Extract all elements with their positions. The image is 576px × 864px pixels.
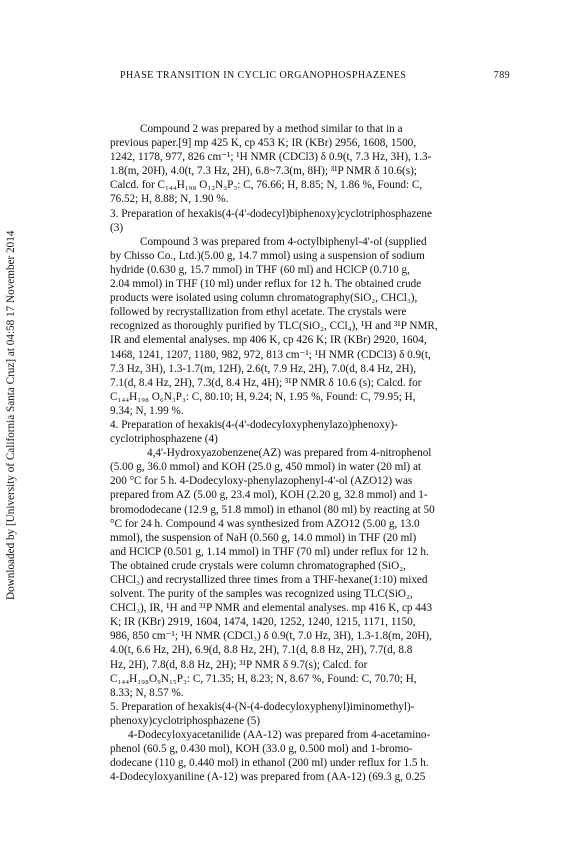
- text-line: (5.00 g, 36.0 mmol) and KOH (25.0 g, 450 mmol) in water (20 ml) at: [110, 461, 422, 474]
- text-line: solvent. The purity of the samples was recognized using TLC(SiO₂,: [110, 588, 413, 601]
- running-header: [120, 70, 510, 86]
- text-line: 1.8(m, 20H), 4.0(t, 7.3 Hz, 2H), 6.8~7.3(m, 8H); ³¹P NMR δ 10.6(s);: [110, 165, 417, 178]
- text-line: 4,4'-Hydroxyazobenzene(AZ) was prepared from 4-nitrophenol: [147, 447, 432, 460]
- text-line: recognized as thoroughly purified by TLC(SiO₂, CCl₄), ¹H and ³¹P NMR,: [110, 320, 438, 333]
- text-line: 1468, 1241, 1207, 1180, 982, 972, 813 cm⁻¹; ¹H NMR (CDCl3) δ 0.9(t,: [110, 348, 431, 361]
- section-heading: (3): [110, 221, 124, 234]
- text-line: IR and elemental analyses. mp 406 K, cp 426 K; IR (KBr) 2920, 1604,: [110, 334, 427, 347]
- text-line: 8.33; N, 8.57 %.: [110, 686, 184, 699]
- text-line: followed by recrystallization from ethyl acetate. The crystals were: [110, 306, 407, 319]
- text-line: 4.0(t, 6.6 Hz, 2H), 6.9(d, 8.8 Hz, 2H), 7.1(d, 8.8 Hz, 2H), 7.7(d, 8.8: [110, 644, 413, 657]
- text-line: °C for 24 h. Compound 4 was synthesized from AZO12 (5.00 g, 13.0: [110, 517, 420, 530]
- text-line: Hz, 2H), 7.8(d, 8.8 Hz, 2H); ³¹P NMR δ 9.7(s); Calcd. for: [110, 658, 368, 671]
- text-line: prepared from AZ (5.00 g, 23.4 mol), KOH (2.20 g, 32.8 mmol) and 1-: [110, 489, 428, 502]
- download-note: Downloaded by [University of California Santa Cruz] at 04:58 17 November 2014: [5, 230, 17, 600]
- section-heading: phenoxy)cyclotriphosphazene (5): [110, 714, 261, 727]
- text-line: by Chisso Co., Ltd.)(5.00 g, 14.7 mmol) using a suspension of sodium: [110, 249, 425, 262]
- text-line: 7.1(d, 8.4 Hz, 2H), 7.3(d, 8.4 Hz, 4H); ³¹P NMR δ 10.6 (s); Calcd. for: [110, 376, 422, 389]
- section-heading: cyclotriphosphazene (4): [110, 433, 218, 446]
- text-line: previous paper.[9] mp 425 K, cp 453 K; IR (KBr) 2956, 1608, 1500,: [110, 137, 417, 150]
- section-heading: 4. Preparation of hexakis(4-(4'-dodecyloxyphenylazo)phenoxy)-: [110, 418, 398, 431]
- text-line: phenol (60.5 g, 0.430 mol), KOH (33.0 g, 0.500 mol) and 1-bromo-: [110, 743, 413, 756]
- text-line: Calcd. for C₁₄₄H₁₉₈ O₁₂N₃P₃: C, 76.66; H, 8.85; N, 1.86 %, Found: C,: [110, 179, 423, 192]
- text-line: bromododecane (12.9 g, 51.8 mmol) in ethanol (80 ml) by reacting at 50: [110, 503, 435, 516]
- text-line: CHCl₃), IR, ¹H and ³¹P NMR and elemental analyses. mp 416 K, cp 443: [110, 602, 433, 615]
- text-line: products were isolated using column chromatography(SiO₂, CHCl₃),: [110, 292, 418, 305]
- text-line: 4-Dodecyloxyaniline (A-12) was prepared from (AA-12) (69.3 g, 0.25: [110, 771, 426, 784]
- text-line: and HClCP (0.501 g, 1.14 mmol) in THF (70 ml) under reflux for 12 h.: [110, 545, 429, 558]
- text-line: hydride (0.630 g, 15.7 mmol) in THF (60 ml) and HClCP (0.710 g,: [110, 263, 410, 276]
- section-heading: 5. Preparation of hexakis(4-(N-(4-dodecyloxyphenyl)iminomethyl)-: [110, 700, 415, 713]
- article-body: [110, 122, 514, 784]
- text-line: 4-Dodecyloxyacetanilide (AA-12) was prepared from 4-acetamino-: [128, 729, 431, 742]
- text-line: CHCl₃) and recrystallized three times from a THF-hexane(1:10) mixed: [110, 574, 428, 586]
- page-number: 789: [493, 70, 510, 81]
- text-line: 1242, 1178, 977, 826 cm⁻¹; ¹H NMR (CDCl3) δ 0.9(t, 7.3 Hz, 3H), 1.3-: [110, 151, 432, 164]
- text-line: 9.34; N, 1.99 %.: [110, 404, 184, 417]
- text-line: K; IR (KBr) 2919, 1604, 1474, 1420, 1252, 1240, 1215, 1171, 1150,: [110, 616, 416, 629]
- text-line: Compound 2 was prepared by a method similar to that in a: [140, 123, 403, 135]
- text-line: The obtained crude crystals were column chromatographed (SiO₂,: [110, 559, 406, 572]
- text-line: 7.3 Hz, 3H), 1.3-1.7(m, 12H), 2.6(t, 7.9 Hz, 2H), 7.0(d, 8.4 Hz, 2H),: [110, 362, 417, 375]
- section-heading: 3. Preparation of hexakis(4-(4'-dodecyl)biphenoxy)cyclotriphosphazene: [110, 207, 432, 220]
- text-line: Compound 3 was prepared from 4-octylbiphenyl-4'-ol (supplied: [140, 235, 427, 248]
- text-line: 200 °C for 5 h. 4-Dodecyloxy-phenylazophenyl-4'-ol (AZO12) was: [110, 475, 413, 488]
- text-line: 986, 850 cm⁻¹; ¹H NMR (CDCl₃) δ 0.9(t, 7.0 Hz, 3H), 1.3-1.8(m, 20H),: [110, 630, 432, 643]
- running-title: PHASE TRANSITION IN CYCLIC ORGANOPHOSPHAZENES: [120, 70, 407, 81]
- text-line: C₁₄₄H₁₉₈ O₆N₃P₃: C, 80.10; H, 9.24; N, 1.95 %, Found: C, 79.95; H,: [110, 390, 416, 403]
- text-line: dodecane (110 g, 0.440 mol) in ethanol (200 ml) under reflux for 1.5 h.: [110, 757, 429, 770]
- text-line: 76.52; H, 8.88; N, 1.90 %.: [110, 193, 229, 206]
- text-line: C₁₄₄H₁₉₈O₉N₁₅P₃: C, 71.35; H, 8.23; N, 8.67 %, Found: C, 70.70; H,: [110, 672, 417, 685]
- text-line: 2.04 mmol) in THF (10 ml) under reflux for 12 h. The obtained crude: [110, 278, 422, 291]
- text-line: mmol), the suspension of NaH (0.560 g, 14.0 mmol) in THF (20 ml): [110, 531, 417, 544]
- download-sidebar: [4, 180, 18, 600]
